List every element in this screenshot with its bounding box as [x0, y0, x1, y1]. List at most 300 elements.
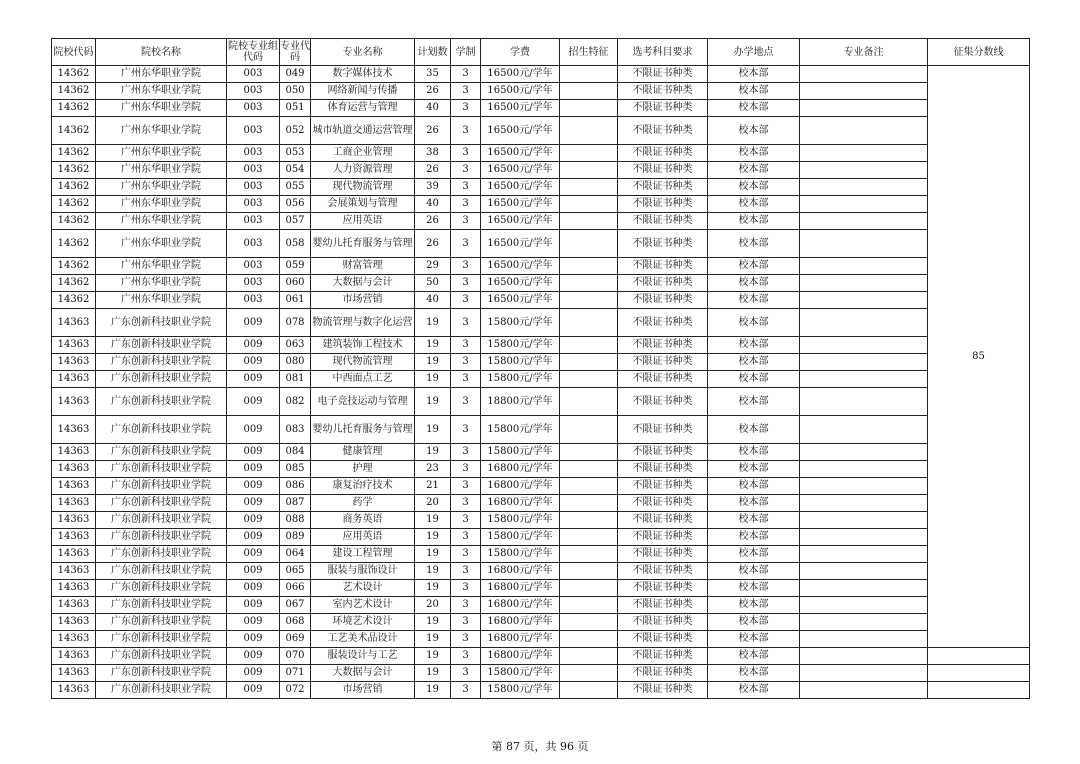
table-row: [52, 512, 1030, 529]
cell-major-remark: [800, 461, 928, 478]
cell-subject-requirement: 不限证书种类: [618, 292, 708, 309]
cell-major-code: 086: [280, 478, 311, 495]
cell-school-code: 14362: [52, 196, 96, 213]
cell-school-code: 14363: [52, 580, 96, 597]
cell-campus: 校本部: [708, 100, 800, 117]
cell-major-name: 市场营销: [311, 292, 415, 309]
cell-group-code: 003: [227, 117, 280, 145]
cell-group-code: 003: [227, 258, 280, 275]
cell-campus: 校本部: [708, 354, 800, 371]
cell-plan-count: 19: [415, 371, 451, 388]
cell-plan-count: 19: [415, 388, 451, 416]
cell-major-code: 082: [280, 388, 311, 416]
cell-school-name: 广东创新科技职业学院: [96, 354, 227, 371]
cell-major-remark: [800, 512, 928, 529]
table-row: [52, 580, 1030, 597]
cell-major-code: 056: [280, 196, 311, 213]
cell-subject-requirement: 不限证书种类: [618, 213, 708, 230]
cell-campus: 校本部: [708, 580, 800, 597]
table-row: [52, 631, 1030, 648]
cell-school-code: 14363: [52, 648, 96, 665]
cell-duration: 3: [451, 213, 481, 230]
cell-subject-requirement: 不限证书种类: [618, 230, 708, 258]
cell-tuition: 16800元/学年: [481, 478, 560, 495]
cell-subject-requirement: 不限证书种类: [618, 614, 708, 631]
cell-school-code: 14363: [52, 631, 96, 648]
cell-subject-requirement: 不限证书种类: [618, 371, 708, 388]
cell-campus: 校本部: [708, 461, 800, 478]
header-major-code: 专业代码: [280, 39, 311, 66]
cell-tuition: 16800元/学年: [481, 563, 560, 580]
cell-major-name: 中西面点工艺: [311, 371, 415, 388]
cell-plan-count: 19: [415, 444, 451, 461]
cell-group-code: 003: [227, 145, 280, 162]
cell-major-name: 现代物流管理: [311, 354, 415, 371]
cell-major-name: 护理: [311, 461, 415, 478]
cell-subject-requirement: 不限证书种类: [618, 145, 708, 162]
table-row: [52, 162, 1030, 179]
page-footer: 第 87 页，共 96 页: [491, 740, 589, 753]
cell-group-code: 009: [227, 665, 280, 682]
cell-school-name: 广东创新科技职业学院: [96, 665, 227, 682]
cell-group-code: 009: [227, 614, 280, 631]
cell-enroll-feature: [560, 416, 618, 444]
cell-school-name: 广东创新科技职业学院: [96, 648, 227, 665]
cell-group-code: 009: [227, 648, 280, 665]
cell-duration: 3: [451, 371, 481, 388]
cell-campus: 校本部: [708, 371, 800, 388]
cell-major-remark: [800, 230, 928, 258]
cell-group-code: 009: [227, 444, 280, 461]
cell-school-name: 广州东华职业学院: [96, 83, 227, 100]
cell-plan-count: 40: [415, 100, 451, 117]
header-cutoff-score: 征集分数线: [928, 39, 1030, 66]
cell-major-name: 应用英语: [311, 529, 415, 546]
table-row: [52, 478, 1030, 495]
cell-major-name: 建设工程管理: [311, 546, 415, 563]
cell-group-code: 009: [227, 631, 280, 648]
table-row: [52, 354, 1030, 371]
cell-tuition: 15800元/学年: [481, 529, 560, 546]
header-enroll-feature: 招生特征: [560, 39, 618, 66]
table-row: [52, 563, 1030, 580]
table-row: [52, 145, 1030, 162]
cell-duration: 3: [451, 337, 481, 354]
cell-tuition: 15800元/学年: [481, 665, 560, 682]
cell-school-name: 广东创新科技职业学院: [96, 512, 227, 529]
cell-major-name: 服装与服饰设计: [311, 563, 415, 580]
cell-duration: 3: [451, 580, 481, 597]
cell-school-name: 广州东华职业学院: [96, 179, 227, 196]
cell-school-code: 14363: [52, 444, 96, 461]
cell-tuition: 16500元/学年: [481, 213, 560, 230]
cell-major-remark: [800, 495, 928, 512]
cell-major-code: 058: [280, 230, 311, 258]
cell-enroll-feature: [560, 354, 618, 371]
cell-enroll-feature: [560, 83, 618, 100]
cell-enroll-feature: [560, 461, 618, 478]
cell-group-code: 009: [227, 682, 280, 699]
cell-school-name: 广东创新科技职业学院: [96, 478, 227, 495]
cell-major-name: 体育运营与管理: [311, 100, 415, 117]
cell-duration: 3: [451, 631, 481, 648]
cell-duration: 3: [451, 162, 481, 179]
cell-major-code: 066: [280, 580, 311, 597]
cell-school-code: 14363: [52, 495, 96, 512]
cell-enroll-feature: [560, 546, 618, 563]
cell-school-code: 14363: [52, 597, 96, 614]
table-row: [52, 444, 1030, 461]
header-school-name: 院校名称: [96, 39, 227, 66]
cell-school-code: 14363: [52, 529, 96, 546]
cell-tuition: 15800元/学年: [481, 546, 560, 563]
cutoff-score-cell-empty: [928, 665, 1030, 682]
cell-major-remark: [800, 648, 928, 665]
cell-plan-count: 19: [415, 563, 451, 580]
cell-plan-count: 19: [415, 682, 451, 699]
cell-subject-requirement: 不限证书种类: [618, 100, 708, 117]
cell-school-code: 14362: [52, 230, 96, 258]
cell-subject-requirement: 不限证书种类: [618, 83, 708, 100]
cell-duration: 3: [451, 179, 481, 196]
table-row: [52, 275, 1030, 292]
cell-major-code: 081: [280, 371, 311, 388]
cell-subject-requirement: 不限证书种类: [618, 461, 708, 478]
cell-tuition: 18800元/学年: [481, 388, 560, 416]
cell-duration: 3: [451, 512, 481, 529]
cell-campus: 校本部: [708, 196, 800, 213]
cell-school-name: 广州东华职业学院: [96, 258, 227, 275]
cell-plan-count: 26: [415, 230, 451, 258]
cell-duration: 3: [451, 309, 481, 337]
cell-campus: 校本部: [708, 546, 800, 563]
cell-school-code: 14362: [52, 258, 96, 275]
cell-major-remark: [800, 258, 928, 275]
cell-school-name: 广东创新科技职业学院: [96, 580, 227, 597]
cell-group-code: 009: [227, 309, 280, 337]
cell-school-code: 14363: [52, 371, 96, 388]
cell-school-name: 广州东华职业学院: [96, 145, 227, 162]
cell-school-code: 14363: [52, 416, 96, 444]
cell-plan-count: 19: [415, 354, 451, 371]
cell-enroll-feature: [560, 117, 618, 145]
cell-subject-requirement: 不限证书种类: [618, 354, 708, 371]
cell-tuition: 16500元/学年: [481, 100, 560, 117]
cell-enroll-feature: [560, 66, 618, 83]
table-row: [52, 292, 1030, 309]
cell-enroll-feature: [560, 196, 618, 213]
cell-tuition: 16800元/学年: [481, 614, 560, 631]
cell-group-code: 009: [227, 529, 280, 546]
cell-group-code: 003: [227, 100, 280, 117]
cell-major-name: 会展策划与管理: [311, 196, 415, 213]
cell-school-name: 广州东华职业学院: [96, 66, 227, 83]
cell-major-code: 051: [280, 100, 311, 117]
cell-school-code: 14363: [52, 354, 96, 371]
cell-duration: 3: [451, 66, 481, 83]
cell-major-name: 工艺美术品设计: [311, 631, 415, 648]
cell-school-code: 14362: [52, 117, 96, 145]
cell-plan-count: 19: [415, 546, 451, 563]
cell-duration: 3: [451, 292, 481, 309]
cell-subject-requirement: 不限证书种类: [618, 495, 708, 512]
cell-plan-count: 19: [415, 512, 451, 529]
cell-school-name: 广东创新科技职业学院: [96, 461, 227, 478]
table-row: [52, 388, 1030, 416]
cell-plan-count: 19: [415, 648, 451, 665]
cell-major-name: 大数据与会计: [311, 665, 415, 682]
cell-campus: 校本部: [708, 614, 800, 631]
cell-major-name: 城市轨道交通运营管理: [311, 117, 415, 145]
cell-enroll-feature: [560, 529, 618, 546]
cell-school-name: 广州东华职业学院: [96, 100, 227, 117]
cell-group-code: 009: [227, 580, 280, 597]
cell-school-name: 广东创新科技职业学院: [96, 563, 227, 580]
cell-campus: 校本部: [708, 309, 800, 337]
table-row: [52, 196, 1030, 213]
cell-subject-requirement: 不限证书种类: [618, 529, 708, 546]
cell-plan-count: 26: [415, 213, 451, 230]
cutoff-score-cell-empty: [928, 648, 1030, 665]
cell-school-name: 广东创新科技职业学院: [96, 614, 227, 631]
cell-major-name: 数字媒体技术: [311, 66, 415, 83]
cell-major-remark: [800, 529, 928, 546]
cell-plan-count: 19: [415, 337, 451, 354]
cell-campus: 校本部: [708, 631, 800, 648]
cell-major-name: 应用英语: [311, 213, 415, 230]
table-row: [52, 529, 1030, 546]
cell-group-code: 003: [227, 66, 280, 83]
table-row: [52, 495, 1030, 512]
cell-major-code: 053: [280, 145, 311, 162]
cell-group-code: 009: [227, 597, 280, 614]
cell-school-name: 广州东华职业学院: [96, 292, 227, 309]
cell-major-remark: [800, 371, 928, 388]
cell-major-remark: [800, 354, 928, 371]
cell-major-code: 054: [280, 162, 311, 179]
cell-campus: 校本部: [708, 179, 800, 196]
cell-school-code: 14363: [52, 614, 96, 631]
cell-enroll-feature: [560, 179, 618, 196]
cell-plan-count: 21: [415, 478, 451, 495]
cell-tuition: 16500元/学年: [481, 179, 560, 196]
cell-subject-requirement: 不限证书种类: [618, 275, 708, 292]
cell-subject-requirement: 不限证书种类: [618, 648, 708, 665]
cell-tuition: 16500元/学年: [481, 145, 560, 162]
table-row: [52, 100, 1030, 117]
cell-enroll-feature: [560, 162, 618, 179]
cell-major-remark: [800, 444, 928, 461]
cell-enroll-feature: [560, 597, 618, 614]
cell-duration: 3: [451, 665, 481, 682]
cell-enroll-feature: [560, 665, 618, 682]
cell-plan-count: 19: [415, 580, 451, 597]
cell-school-name: 广东创新科技职业学院: [96, 444, 227, 461]
cell-tuition: 16800元/学年: [481, 597, 560, 614]
cell-duration: 3: [451, 682, 481, 699]
cell-duration: 3: [451, 196, 481, 213]
cell-group-code: 009: [227, 461, 280, 478]
cell-school-code: 14363: [52, 478, 96, 495]
cell-plan-count: 23: [415, 461, 451, 478]
cell-group-code: 009: [227, 478, 280, 495]
cell-enroll-feature: [560, 213, 618, 230]
cell-duration: 3: [451, 648, 481, 665]
table-header-row: [52, 39, 1030, 66]
table-row: [52, 461, 1030, 478]
cell-tuition: 16800元/学年: [481, 631, 560, 648]
cell-group-code: 003: [227, 162, 280, 179]
cell-subject-requirement: 不限证书种类: [618, 563, 708, 580]
cell-plan-count: 19: [415, 416, 451, 444]
cell-plan-count: 35: [415, 66, 451, 83]
cell-campus: 校本部: [708, 83, 800, 100]
cell-tuition: 16800元/学年: [481, 580, 560, 597]
cell-duration: 3: [451, 275, 481, 292]
cell-duration: 3: [451, 117, 481, 145]
cell-major-remark: [800, 597, 928, 614]
admission-plan-table: [51, 38, 1030, 699]
cell-enroll-feature: [560, 230, 618, 258]
cell-major-code: 089: [280, 529, 311, 546]
cell-school-code: 14362: [52, 83, 96, 100]
cell-plan-count: 26: [415, 117, 451, 145]
cell-campus: 校本部: [708, 512, 800, 529]
cell-major-name: 财富管理: [311, 258, 415, 275]
cell-enroll-feature: [560, 614, 618, 631]
cell-major-name: 现代物流管理: [311, 179, 415, 196]
cell-tuition: 15800元/学年: [481, 337, 560, 354]
cell-school-name: 广东创新科技职业学院: [96, 388, 227, 416]
cell-major-remark: [800, 66, 928, 83]
cell-enroll-feature: [560, 388, 618, 416]
cell-school-code: 14363: [52, 461, 96, 478]
cell-major-code: 084: [280, 444, 311, 461]
cell-major-code: 063: [280, 337, 311, 354]
cell-major-remark: [800, 213, 928, 230]
cell-major-name: 环境艺术设计: [311, 614, 415, 631]
cell-duration: 3: [451, 388, 481, 416]
table-row: [52, 117, 1030, 145]
cell-plan-count: 19: [415, 529, 451, 546]
table-row: [52, 665, 1030, 682]
cell-subject-requirement: 不限证书种类: [618, 478, 708, 495]
cell-major-name: 室内艺术设计: [311, 597, 415, 614]
cell-plan-count: 39: [415, 179, 451, 196]
cell-major-remark: [800, 337, 928, 354]
cell-school-code: 14363: [52, 682, 96, 699]
cell-campus: 校本部: [708, 416, 800, 444]
cell-campus: 校本部: [708, 478, 800, 495]
cell-school-name: 广州东华职业学院: [96, 275, 227, 292]
cell-school-name: 广州东华职业学院: [96, 230, 227, 258]
cell-school-code: 14362: [52, 275, 96, 292]
cell-plan-count: 40: [415, 196, 451, 213]
cell-enroll-feature: [560, 495, 618, 512]
cell-major-remark: [800, 580, 928, 597]
cell-group-code: 009: [227, 388, 280, 416]
cell-school-code: 14363: [52, 337, 96, 354]
cell-enroll-feature: [560, 512, 618, 529]
cell-major-code: 088: [280, 512, 311, 529]
cell-enroll-feature: [560, 100, 618, 117]
cell-major-name: 市场营销: [311, 682, 415, 699]
table-row: [52, 66, 1030, 83]
cell-campus: 校本部: [708, 529, 800, 546]
cell-subject-requirement: 不限证书种类: [618, 258, 708, 275]
cell-school-code: 14363: [52, 309, 96, 337]
cell-school-name: 广东创新科技职业学院: [96, 546, 227, 563]
cell-major-code: 072: [280, 682, 311, 699]
cell-campus: 校本部: [708, 597, 800, 614]
cell-major-remark: [800, 478, 928, 495]
cell-subject-requirement: 不限证书种类: [618, 337, 708, 354]
cell-duration: 3: [451, 597, 481, 614]
cell-major-code: 057: [280, 213, 311, 230]
cell-campus: 校本部: [708, 213, 800, 230]
cell-tuition: 15800元/学年: [481, 354, 560, 371]
cell-group-code: 003: [227, 196, 280, 213]
cell-major-name: 工商企业管理: [311, 145, 415, 162]
cell-group-code: 003: [227, 83, 280, 100]
cell-duration: 3: [451, 145, 481, 162]
cell-major-name: 商务英语: [311, 512, 415, 529]
table-row: [52, 546, 1030, 563]
cell-major-code: 069: [280, 631, 311, 648]
header-subject-requirement: 选考科目要求: [618, 39, 708, 66]
cell-plan-count: 29: [415, 258, 451, 275]
cell-campus: 校本部: [708, 563, 800, 580]
cell-major-name: 康复治疗技术: [311, 478, 415, 495]
cell-group-code: 009: [227, 337, 280, 354]
cell-group-code: 003: [227, 213, 280, 230]
cell-school-code: 14363: [52, 563, 96, 580]
cell-group-code: 009: [227, 416, 280, 444]
cell-plan-count: 26: [415, 83, 451, 100]
cell-major-remark: [800, 179, 928, 196]
cell-tuition: 16500元/学年: [481, 230, 560, 258]
cell-school-name: 广东创新科技职业学院: [96, 631, 227, 648]
cell-school-code: 14362: [52, 66, 96, 83]
cell-campus: 校本部: [708, 648, 800, 665]
cell-major-remark: [800, 196, 928, 213]
cell-school-name: 广州东华职业学院: [96, 213, 227, 230]
cell-major-code: 085: [280, 461, 311, 478]
cell-school-code: 14363: [52, 512, 96, 529]
cell-duration: 3: [451, 100, 481, 117]
cell-major-remark: [800, 292, 928, 309]
cell-subject-requirement: 不限证书种类: [618, 580, 708, 597]
cell-major-remark: [800, 117, 928, 145]
cell-plan-count: 19: [415, 614, 451, 631]
cell-school-code: 14363: [52, 665, 96, 682]
cell-tuition: 16800元/学年: [481, 461, 560, 478]
cell-tuition: 16500元/学年: [481, 258, 560, 275]
cell-school-code: 14362: [52, 100, 96, 117]
cell-tuition: 15800元/学年: [481, 309, 560, 337]
cell-duration: 3: [451, 563, 481, 580]
cell-enroll-feature: [560, 309, 618, 337]
table-row: [52, 258, 1030, 275]
cell-major-name: 人力资源管理: [311, 162, 415, 179]
table-row: [52, 371, 1030, 388]
cell-major-remark: [800, 416, 928, 444]
cell-duration: 3: [451, 546, 481, 563]
cell-major-name: 艺术设计: [311, 580, 415, 597]
cell-tuition: 16500元/学年: [481, 275, 560, 292]
cell-enroll-feature: [560, 258, 618, 275]
cell-group-code: 009: [227, 495, 280, 512]
